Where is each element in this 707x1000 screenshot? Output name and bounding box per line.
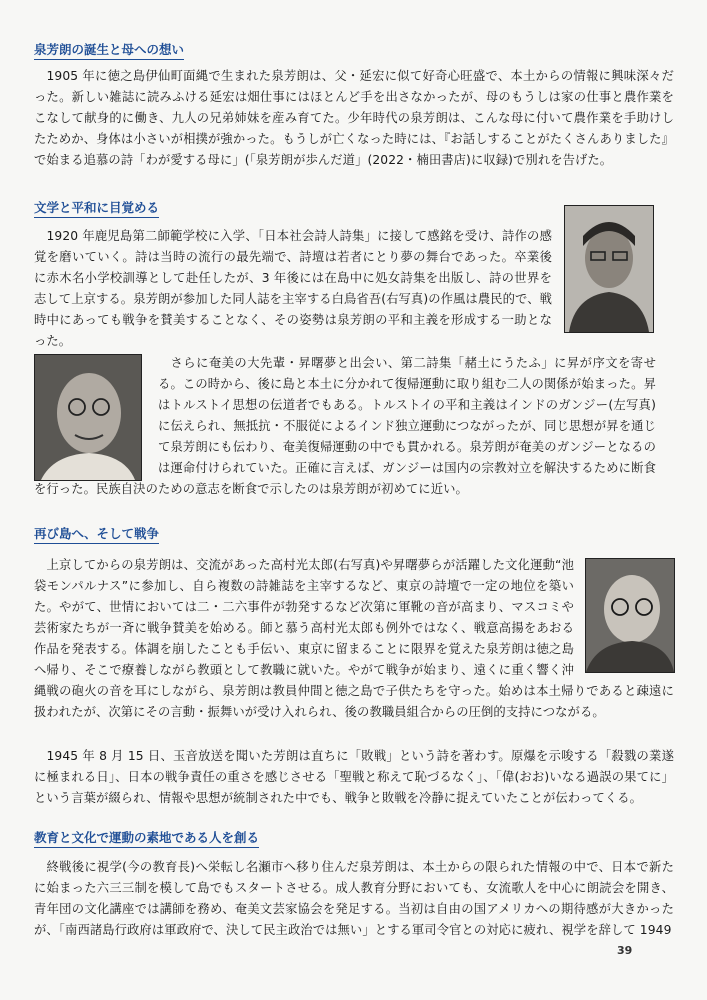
- page-number: 39: [617, 944, 633, 957]
- takamura-photo: [585, 558, 675, 673]
- photo-float-spacer: [34, 353, 158, 478]
- shiratori-photo: [564, 205, 654, 333]
- paragraph-literature-2-text: さらに奄美の大先輩・昇曙夢と出会い、第二詩集「赭土にうたふ」に昇が序文を寄せる。この時から、後に島と本土に分かれて復帰運動に取り組む二人の関係が始まった。昇はトルストイ思想の伝道者でもある。トルストイの平和主義はインドのガンジー(左写真)に伝えられ、無抵抗・不服従によるインド独立運動につながったが、同じ思想が昇を通じて泉芳朗にも伝わり、奄美復帰運動の中でも貫かれる。泉芳朗が奄美のガンジーとなるのは運命付けられていた。正確に言えば、ガンジーは国内の宗教対立を解決するために断食を行った。民族自決のための意志を断食で示したのは泉芳朗が初めてに近い。: [34, 356, 656, 496]
- paragraph-education: 終戦後に視学(今の教育長)へ栄転し名瀬市へ移り住んだ泉芳朗は、本土からの限られた情報の中で、日本で新たに始まった六三三制を模して島でもスタートさせる。成人教育分野においても、女流歌人を中心に朗読会を開き、青年団の文化講座では講師を務め、奄美文芸家協会を発足する。当初は自由の国アメリカへの期待感が大きかったが、「南西諸島行政府は軍政府で、決して民主政治では無い」とする軍司令官との対応に疲れ、視学を辞して 1949: [34, 860, 674, 937]
- paragraph-war-1-text: 上京してからの泉芳朗は、交流があった高村光太郎(右写真)や昇曙夢らが活躍した文化運動“池袋モンパルナス”に参加し、自ら複数の詩雑誌を主宰するなど、東京の詩壇で一定の地位を築いた。やがて、世情においては二・二六事件が勃発するなど次第に軍靴の音が高まり、マスコミや芸術家たちが一斉に戦争賛美を始める。師と慕う高村光太郎も例外ではなく、戦意高揚をあおる作品を発表する。体調を崩したことも手伝い、東京に留まることに限界を覚えた泉芳朗は徳之島へ帰り、そこで療養しながら教頭として教職に就いた。やがて戦争が始まり、遠くに重く響く沖縄戦の砲火の音を耳にしながら、泉芳朗は教員仲間と徳之島で子供たちを守った。始めは本土帰りであると疎遠に扱われたが、次第にその言動・振舞いが受け入れられ、後の教職員組合からの圧倒的支持につながる。: [34, 558, 674, 719]
- section-heading-literature: 文学と平和に目覚める: [34, 200, 159, 218]
- section-heading-birth: 泉芳朗の誕生と母への想い: [34, 42, 184, 60]
- section-heading-war: 再び島へ、そして戦争: [34, 526, 159, 544]
- section-heading-education: 教育と文化で運動の素地である人を創る: [34, 830, 259, 848]
- paragraph-literature-2: [34, 353, 656, 500]
- paragraph-war-2: 1945 年 8 月 15 日、玉音放送を聞いた芳朗は直ちに「敗戦」という詩を著わす。原爆を示唆する「殺戮の業遂に極まれる日」、日本の戦争責任の重さを感じさせる「聖戦と称えて恥づるなく」、「偉(おお)いなる過誤の果てに」という言葉が綴られ、情報や思想が統制された中でも、戦争と敗戦を冷静に捉えていたことが伝わってくる。: [34, 749, 674, 805]
- paragraph-literature-1: 1920 年鹿児島第二師範学校に入学、「日本社会詩人詩集」に接して感銘を受け、詩作の感覚を磨いていく。詩は当時の流行の最先端で、詩壇は若者にとり夢の舞台であった。卒業後に赤木名小学校訓導として赴任したが、3 年後には在島中に処女詩集を出版し、詩の世界を志して上京する。泉芳朗が参加した同人誌を主宰する白鳥省吾(右写真)の作風は農民的で、戦時中にあっても戦争を賛美することなく、その姿勢は泉芳朗の平和主義を形成する一助となった。: [34, 229, 552, 348]
- paragraph-war-1: [34, 555, 674, 723]
- paragraph-birth: 1905 年に徳之島伊仙町面縄で生まれた泉芳朗は、父・延宏に似て好奇心旺盛で、本土からの情報に興味深々だった。新しい雑誌に読みふける延宏は畑仕事にはほとんど手を出さなかったが、母のもうしは家の仕事と農作業をこなして献身的に働き、九人の兄弟姉妹を産み育てた。少年時代の泉芳朗は、こんな母に付いて農作業を手助けしたためか、身体は小さいが相撲が強かった。もうしが亡くなった時には、『お話しすることがたくさんありました』で始まる追慕の詩「わが愛する母に」(「泉芳朗が歩んだ道」(2022・楠田書店)に収録)で別れを告げた。: [34, 69, 674, 167]
